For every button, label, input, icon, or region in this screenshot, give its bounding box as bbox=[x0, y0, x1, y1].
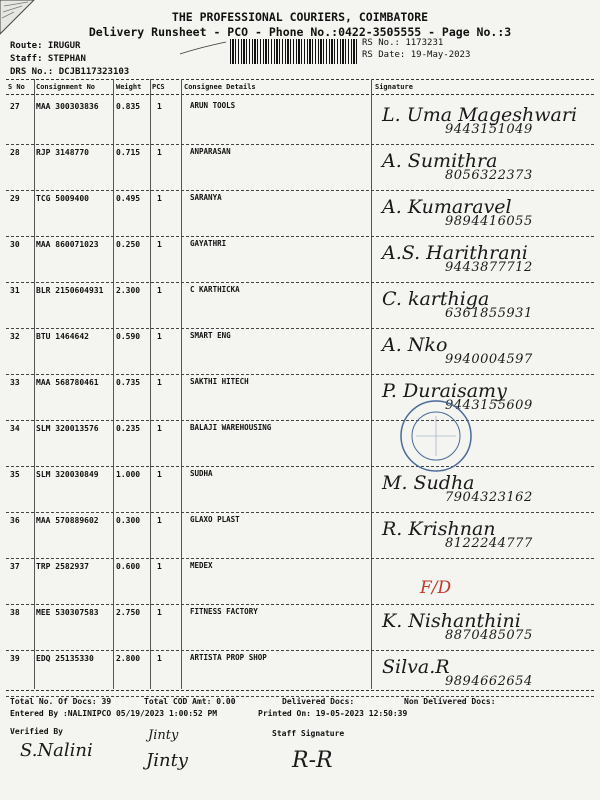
col-header-consignment: Consignment No bbox=[36, 83, 96, 91]
row-consignment-no: RJP 3148770 bbox=[36, 148, 89, 157]
row-sno: 33 bbox=[10, 378, 20, 387]
row-separator bbox=[6, 466, 594, 467]
drs-number: DRS No.: DCJB117323103 bbox=[10, 67, 130, 77]
row-sno: 34 bbox=[10, 424, 20, 433]
row-consignee: SARANYA bbox=[190, 193, 222, 202]
row-weight: 0.715 bbox=[116, 148, 141, 157]
row-signature-name: K. Nishanthini bbox=[382, 610, 521, 632]
row-consignee: ARTISTA PROP SHOP bbox=[190, 653, 267, 662]
route-label: Route: IRUGUR bbox=[10, 41, 81, 51]
row-consignment-no: BTU 1464642 bbox=[36, 332, 89, 341]
row-pcs: 1 bbox=[157, 516, 162, 525]
row-weight: 0.600 bbox=[116, 562, 141, 571]
row-pcs: 1 bbox=[157, 332, 162, 341]
row-signature-phone: 9443151049 bbox=[445, 122, 533, 137]
row-signature-name: Silva.R bbox=[382, 656, 450, 678]
row-pcs: 1 bbox=[157, 148, 162, 157]
rs-date: RS Date: 19-May-2023 bbox=[362, 50, 471, 60]
row-consignee: MEDEX bbox=[190, 561, 213, 570]
row-separator bbox=[6, 190, 594, 191]
row-pcs: 1 bbox=[157, 654, 162, 663]
row-consignment-no: TCG 5009400 bbox=[36, 194, 89, 203]
row-signature-phone: 6361855931 bbox=[445, 306, 533, 321]
row-consignee: GLAXO PLAST bbox=[190, 515, 240, 524]
row-consignee: BALAJI WAREHOUSING bbox=[190, 423, 272, 432]
row-signature-name: F/D bbox=[420, 578, 452, 598]
row-consignment-no: MEE 530307583 bbox=[36, 608, 99, 617]
row-separator bbox=[6, 558, 594, 559]
row-consignee: ARUN TOOLS bbox=[190, 101, 236, 110]
row-sno: 29 bbox=[10, 194, 20, 203]
row-signature-name: C. karthiga bbox=[382, 288, 490, 310]
row-separator bbox=[6, 650, 594, 651]
row-consignment-no: SLM 320030849 bbox=[36, 470, 99, 479]
row-consignee: FITNESS FACTORY bbox=[190, 607, 258, 616]
row-consignee: SAKTHI HITECH bbox=[190, 377, 249, 386]
row-signature-phone: 8122244777 bbox=[445, 536, 533, 551]
row-signature-phone: 9894416055 bbox=[445, 214, 533, 229]
row-pcs: 1 bbox=[157, 378, 162, 387]
row-consignee: GAYATHRI bbox=[190, 239, 227, 248]
row-sno: 37 bbox=[10, 562, 20, 571]
initials-bottom: Jinty bbox=[146, 750, 188, 771]
row-separator bbox=[6, 512, 594, 513]
col-header-signature: Signature bbox=[375, 83, 413, 91]
delivered-docs: Delivered Docs: bbox=[282, 697, 355, 706]
col-header-weight: Weight bbox=[116, 83, 142, 91]
row-separator bbox=[6, 604, 594, 605]
col-header-pcs: PCS bbox=[152, 83, 165, 91]
row-pcs: 1 bbox=[157, 194, 162, 203]
row-weight: 0.495 bbox=[116, 194, 141, 203]
row-consignment-no: MAA 300303836 bbox=[36, 102, 99, 111]
row-signature-name: A.S. Harithrani bbox=[382, 242, 528, 264]
row-signature-phone: 8056322373 bbox=[445, 168, 533, 183]
total-cod: Total COD Amt: 0.00 bbox=[144, 697, 236, 706]
barcode bbox=[230, 39, 357, 64]
col-header-sno: S No bbox=[8, 83, 25, 91]
company-name: THE PROFESSIONAL COURIERS, COIMBATORE bbox=[171, 10, 429, 24]
runsheet-title: Delivery Runsheet - PCO - Phone No.:0422-3505555 - Page No.:3 bbox=[88, 25, 512, 39]
row-separator bbox=[6, 282, 594, 283]
row-weight: 2.750 bbox=[116, 608, 141, 617]
row-signature-phone: 8870485075 bbox=[445, 628, 533, 643]
non-delivered-docs: Non Delivered Docs: bbox=[404, 697, 496, 706]
row-sno: 39 bbox=[10, 654, 20, 663]
staff-label: Staff: STEPHAN bbox=[10, 54, 86, 64]
row-weight: 0.235 bbox=[116, 424, 141, 433]
row-consignment-no: MAA 570889602 bbox=[36, 516, 99, 525]
row-weight: 0.835 bbox=[116, 102, 141, 111]
row-weight: 1.000 bbox=[116, 470, 141, 479]
row-pcs: 1 bbox=[157, 424, 162, 433]
row-signature-phone: 9443155609 bbox=[445, 398, 533, 413]
staff-signature-label: Staff Signature bbox=[272, 729, 345, 738]
row-separator bbox=[6, 144, 594, 145]
row-separator bbox=[6, 374, 594, 375]
row-consignment-no: SLM 320013576 bbox=[36, 424, 99, 433]
row-weight: 0.250 bbox=[116, 240, 141, 249]
row-separator bbox=[6, 420, 594, 421]
staff-signature: R-R bbox=[292, 748, 333, 773]
row-consignment-no: TRP 2582937 bbox=[36, 562, 89, 571]
row-signature-phone: 9894662654 bbox=[445, 674, 533, 689]
row-sno: 36 bbox=[10, 516, 20, 525]
row-signature-name: L. Uma Mageshwari bbox=[382, 104, 578, 126]
row-signature-name: A. Kumaravel bbox=[382, 196, 512, 218]
row-signature-phone: 9443877712 bbox=[445, 260, 533, 275]
total-docs: Total No. Of Docs: 39 bbox=[10, 697, 112, 706]
row-weight: 0.300 bbox=[116, 516, 141, 525]
row-sno: 28 bbox=[10, 148, 20, 157]
row-separator bbox=[6, 236, 594, 237]
row-pcs: 1 bbox=[157, 562, 162, 571]
row-pcs: 1 bbox=[157, 470, 162, 479]
row-pcs: 1 bbox=[157, 102, 162, 111]
table-row bbox=[6, 560, 594, 606]
entered-by: Entered By :NALINIPCO 05/19/2023 1:00:52 PM bbox=[10, 709, 218, 718]
row-signature-name: R. Krishnan bbox=[382, 518, 496, 540]
row-consignment-no: MAA 568780461 bbox=[36, 378, 99, 387]
row-sno: 32 bbox=[10, 332, 20, 341]
verified-by-label: Verified By bbox=[10, 727, 63, 736]
row-consignee: SUDHA bbox=[190, 469, 213, 478]
row-consignment-no: MAA 860071023 bbox=[36, 240, 99, 249]
row-signature-name: A. Sumithra bbox=[382, 150, 498, 172]
row-consignee: ANPARASAN bbox=[190, 147, 231, 156]
row-separator bbox=[6, 328, 594, 329]
row-signature-name: A. Nko bbox=[382, 334, 448, 356]
row-weight: 2.300 bbox=[116, 286, 141, 295]
row-weight: 0.735 bbox=[116, 378, 141, 387]
row-sno: 38 bbox=[10, 608, 20, 617]
row-weight: 2.800 bbox=[116, 654, 141, 663]
row-sno: 35 bbox=[10, 470, 20, 479]
row-consignee: SMART ENG bbox=[190, 331, 231, 340]
row-signature-phone: 9940004597 bbox=[445, 352, 533, 367]
row-weight: 0.590 bbox=[116, 332, 141, 341]
initials-top: Jinty bbox=[148, 728, 179, 743]
row-pcs: 1 bbox=[157, 608, 162, 617]
row-consignment-no: EDQ 25135330 bbox=[36, 654, 94, 663]
col-header-consignee: Consignee Details bbox=[184, 83, 256, 91]
row-signature-name: P. Duraisamy bbox=[382, 380, 507, 402]
verifier-signature: S.Nalini bbox=[20, 740, 93, 761]
printed-on: Printed On: 19-05-2023 12:50:39 bbox=[258, 709, 408, 718]
row-consignment-no: BLR 2150604931 bbox=[36, 286, 104, 295]
pen-stroke-icon bbox=[178, 40, 228, 56]
row-pcs: 1 bbox=[157, 240, 162, 249]
row-signature-phone: 7904323162 bbox=[445, 490, 533, 505]
row-sno: 31 bbox=[10, 286, 20, 295]
row-consignee: C KARTHICKA bbox=[190, 285, 240, 294]
rs-number: RS No.: 1173231 bbox=[362, 38, 444, 48]
row-sno: 30 bbox=[10, 240, 20, 249]
row-sno: 27 bbox=[10, 102, 20, 111]
courier-stamp-icon bbox=[398, 398, 474, 474]
row-signature-name: M. Sudha bbox=[382, 472, 475, 494]
row-pcs: 1 bbox=[157, 286, 162, 295]
